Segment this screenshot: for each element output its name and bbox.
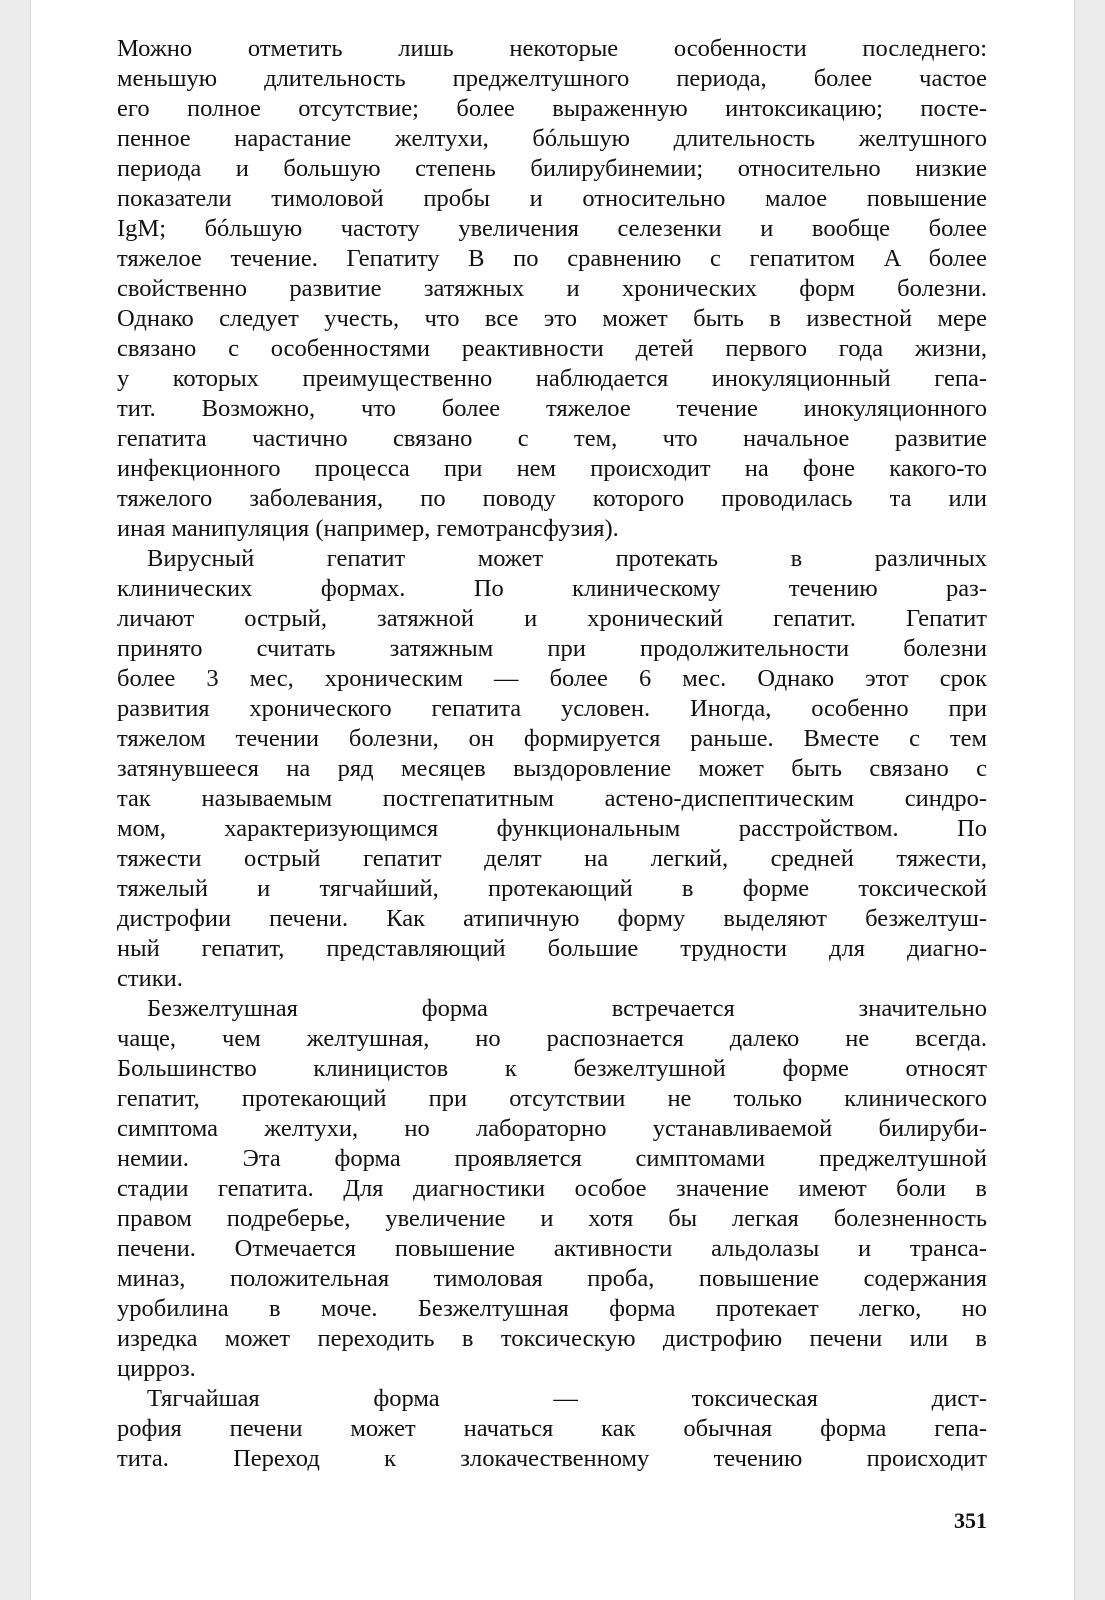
text-line: дистрофии печени. Как атипичную форму выделяют безжелтуш- [117,905,987,932]
text-line: тяжелый и тягчайший, протекающий в форме токсической [117,875,987,902]
text-line: гепатита частично связано с тем, что начальное развитие [117,425,987,452]
book-page [30,0,1075,1600]
text-line: ный гепатит, представляющий большие трудности для диагно- [117,935,987,962]
text-line: личают острый, затяжной и хронический гепатит. Гепатит [117,605,987,632]
text-line: цирроз. [117,1355,196,1382]
text-line: тяжелое течение. Гепатиту B по сравнению с гепатитом A более [117,245,987,272]
text-line: печени. Отмечается повышение активности альдолазы и трансa- [117,1235,987,1262]
text-line: тита. Переход к злокачественному течению происходит [117,1445,987,1472]
text-line: тяжести острый гепатит делят на легкий, средней тяжести, [117,845,987,872]
text-line: IgM; бóльшую частоту увеличения селезенки и вообще более [117,215,987,242]
text-line: инфекционного процесса при нем происходит на фоне какого-то [117,455,987,482]
text-line: затянувшееся на ряд месяцев выздоровление может быть связано с [117,755,987,782]
text-line: чаще, чем желтушная, но распознается далеко не всегда. [117,1025,987,1052]
text-line: тяжелого заболевания, по поводу которого проводилась та или [117,485,987,512]
text-line: правом подреберье, увеличение и хотя бы легкая болезненность [117,1205,987,1232]
text-line: Однако следует учесть, что все это может быть в известной мере [117,305,987,332]
page-number: 351 [954,1508,987,1533]
text-line: Вирусный гепатит может протекать в различных [147,545,987,572]
text-line: стадии гепатита. Для диагностики особое значение имеют боли в [117,1175,987,1202]
text-line: тяжелом течении болезни, он формируется раньше. Вместе с тем [117,725,987,752]
text-line: более 3 мес, хроническим — более 6 мес. Однако этот срок [117,665,987,692]
text-line: мом, характеризующимся функциональным расстройством. По [117,815,987,842]
text-line: миназ, положительная тимоловая проба, повышение содержания [117,1265,987,1292]
text-line: Безжелтушная форма встречается значительно [147,995,987,1022]
text-line: развития хронического гепатита условен. Иногда, особенно при [117,695,987,722]
text-line: уробилина в моче. Безжелтушная форма протекает легко, но [117,1295,987,1322]
text-line: пенное нарастание желтухи, бóльшую длительность желтушного [117,125,987,152]
body-text [117,34,987,1474]
text-line: его полное отсутствие; более выраженную интоксикацию; посте- [117,95,987,122]
text-line: так называемым постгепатитным астено-диспептическим синдро- [117,785,987,812]
text-line: свойственно развитие затяжных и хронических форм болезни. [117,275,987,302]
text-line: у которых преимущественно наблюдается инокуляционный гепа- [117,365,987,392]
text-line: гепатит, протекающий при отсутствии не только клинического [117,1085,987,1112]
text-line: иная манипуляция (например, гемотрансфузия). [117,515,619,542]
text-line: принято считать затяжным при продолжительности болезни [117,635,987,662]
text-line: симптома желтухи, но лабораторно устанавливаемой билируби- [117,1115,987,1142]
text-line: Можно отметить лишь некоторые особенности последнего: [117,35,987,62]
text-line: рофия печени может начаться как обычная форма гепа- [117,1415,987,1442]
text-line: Тягчайшая форма — токсическая дист- [147,1385,987,1412]
text-line: Большинство клиницистов к безжелтушной форме относят [117,1055,987,1082]
text-line: меньшую длительность преджелтушного периода, более частое [117,65,987,92]
text-line: периода и большую степень билирубинемии; относительно низкие [117,155,987,182]
text-line: тит. Возможно, что более тяжелое течение инокуляционного [117,395,987,422]
text-line: показатели тимоловой пробы и относительно малое повышение [117,185,987,212]
text-line: клинических формах. По клиническому течению раз- [117,575,987,602]
text-line: стики. [117,965,183,992]
text-line: изредка может переходить в токсическую дистрофию печени или в [117,1325,987,1352]
text-line: связано с особенностями реактивности детей первого года жизни, [117,335,987,362]
text-line: немии. Эта форма проявляется симптомами преджелтушной [117,1145,987,1172]
